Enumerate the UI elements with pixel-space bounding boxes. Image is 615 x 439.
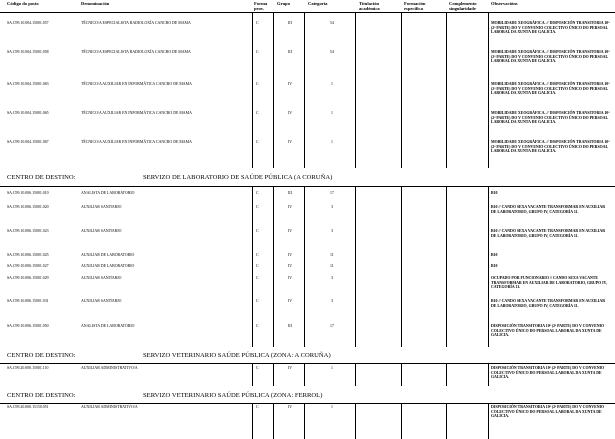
row-observacions: MOBILIDADE XEOGRÁFICA. // DISPOSICIÓN TRANSITORIA 10ª (2ª PARTE) DO V CONVENIO COLECTIVO ÚNICO DO PERSOAL LABORAL DA XUNTA DE GALICIA. bbox=[491, 50, 610, 64]
col-line bbox=[446, 13, 447, 168]
col-line bbox=[488, 364, 489, 386]
row-denominacion: TÉCNICO/A AUXILIAR EN INFORMÁTICA CANCRO DE MAMA bbox=[81, 82, 192, 86]
section-value: SERVIZO DE LABORATORIO DE SAÚDE PÚBLICA (A CORUÑA) bbox=[143, 174, 333, 181]
row-forma: C bbox=[256, 191, 259, 195]
row-categoria: 1 bbox=[331, 82, 333, 86]
col-line bbox=[252, 187, 253, 347]
row-codigo: SA.C99.10.006.15001.029 bbox=[7, 276, 49, 280]
header-denominacion: Denominación bbox=[81, 1, 110, 6]
col-line bbox=[401, 187, 402, 347]
header-grupo: Grupo bbox=[277, 1, 291, 6]
row-denominacion: TÉCNICO/A ESPECIALISTA RADIOLOXÍA CANCRO DE MAMA bbox=[81, 21, 191, 25]
col-line bbox=[252, 404, 253, 439]
row-categoria: 1 bbox=[331, 140, 333, 144]
row-denominacion: AUXILIAR DE LABORATORIO bbox=[81, 253, 135, 257]
section-rule bbox=[0, 403, 615, 404]
section-label: CENTRO DE DESTINO: bbox=[7, 352, 76, 359]
row-grupo: IV bbox=[288, 205, 293, 209]
col-line bbox=[488, 404, 489, 439]
col-line bbox=[355, 187, 356, 347]
row-codigo: SA.C99.10.004.15001.057 bbox=[7, 21, 49, 25]
row-categoria: 1 bbox=[331, 111, 333, 115]
row-categoria: 3 bbox=[331, 205, 333, 209]
row-grupo: IV bbox=[288, 253, 293, 257]
section-value: SERVIZO VETERINARIO SAÚDE PÚBLICA (ZONA: FERROL) bbox=[143, 392, 323, 399]
row-grupo: IV bbox=[288, 366, 293, 370]
header-complemento: Complemento singularidade bbox=[449, 1, 477, 12]
row-codigo: SA.C99.10.006.15001.031 bbox=[7, 299, 49, 303]
row-observacions: B10 bbox=[491, 191, 498, 195]
row-categoria: 54 bbox=[330, 50, 334, 54]
header-forma-prov: Forma prov. bbox=[254, 1, 268, 12]
row-denominacion: ANALISTA DE LABORATORIO bbox=[81, 324, 135, 328]
row-codigo: SA.C99.10.006.15001.010 bbox=[7, 191, 49, 195]
header-titulacion: Titulación académica bbox=[359, 1, 380, 12]
row-forma: C bbox=[256, 21, 259, 25]
row-grupo: III bbox=[288, 21, 292, 25]
row-observacions: DISPOSICIÓN TRANSITORIA 10ª (2ª PARTE) DO V CONVENIO COLECTIVO ÚNICO DO PERSOAL LABORAL DA XUNTA DE GALICIA. bbox=[491, 366, 605, 380]
row-grupo: IV bbox=[288, 82, 293, 86]
col-line bbox=[401, 13, 402, 168]
row-forma: C bbox=[256, 50, 259, 54]
row-forma: C bbox=[256, 405, 259, 409]
row-categoria: 3 bbox=[331, 299, 333, 303]
header-categoria: Categoría bbox=[308, 1, 328, 6]
row-categoria: 17 bbox=[330, 191, 334, 195]
col-line bbox=[401, 364, 402, 386]
row-grupo: III bbox=[288, 50, 292, 54]
row-codigo: SA.C99.10.006.15001.027 bbox=[7, 264, 49, 268]
col-line bbox=[446, 187, 447, 347]
row-categoria: 11 bbox=[330, 253, 334, 257]
row-codigo: SA.C99.10.004.15001.065 bbox=[7, 111, 49, 115]
row-grupo: III bbox=[288, 191, 292, 195]
row-codigo: SA.C99.10.006.15001.020 bbox=[7, 205, 49, 209]
col-line bbox=[446, 404, 447, 439]
row-observacions: MOBILIDADE XEOGRÁFICA. // DISPOSICIÓN TRANSITORIA 10ª (2ª PARTE) DO V CONVENIO COLECTIVO ÚNICO DO PERSOAL LABORAL DA XUNTA DE GALICIA. bbox=[491, 82, 610, 96]
row-codigo: SA.C99.20.000.15150.051 bbox=[7, 405, 49, 409]
col-line bbox=[446, 364, 447, 386]
row-denominacion: AUXILIAR ADMINISTRATIVO/A bbox=[81, 366, 138, 370]
row-forma: C bbox=[256, 140, 259, 144]
row-observacions: DISPOSICIÓN TRANSITORIA 10ª (2ª PARTE) DO V CONVENIO COLECTIVO ÚNICO DO PERSOAL LABORAL DA XUNTA DE GALICIA. bbox=[491, 405, 605, 419]
row-codigo: SA.C99.10.004.15001.063 bbox=[7, 82, 49, 86]
col-line bbox=[304, 364, 305, 386]
header-formacion: Formación específica bbox=[404, 1, 426, 12]
row-forma: C bbox=[256, 276, 259, 280]
row-grupo: IV bbox=[288, 140, 293, 144]
row-forma: C bbox=[256, 229, 259, 233]
row-observacions: B10 // CANDO SEXA VACANTE TRANSFORMAR EN AUXILIAR DE LABORATORIO, GRUPO IV, CATEGORÍA 11. bbox=[491, 299, 606, 308]
row-grupo: IV bbox=[288, 111, 293, 115]
col-line bbox=[273, 364, 274, 386]
row-denominacion: ANALISTA DE LABORATORIO bbox=[81, 191, 135, 195]
row-categoria: 1 bbox=[331, 366, 333, 370]
row-grupo: IV bbox=[288, 229, 293, 233]
row-codigo: SA.C99.10.006.15001.023 bbox=[7, 229, 49, 233]
row-denominacion: TÉCNICO/A ESPECIALISTA RADIOLOXÍA CANCRO DE MAMA bbox=[81, 50, 191, 54]
col-line bbox=[488, 13, 489, 168]
row-observacions: MOBILIDADE XEOGRÁFICA. // DISPOSICIÓN TRANSITORIA 10ª (2ª PARTE) DO V CONVENIO COLECTIVO ÚNICO DO PERSOAL LABORAL DA XUNTA DE GALICIA. bbox=[491, 111, 610, 125]
row-forma: C bbox=[256, 324, 259, 328]
row-observacions: B10 // CANDO SEXA VACANTE TRANSFORMAR EN AUXILIAR DE LABORATORIO, GRUPO IV, CATEGORÍA 11. bbox=[491, 205, 606, 214]
section-label: CENTRO DE DESTINO: bbox=[7, 174, 76, 181]
section-rule bbox=[0, 363, 615, 364]
row-observacions: B10 bbox=[491, 253, 498, 257]
row-observacions: DISPOSICIÓN TRANSITORIA 10ª (2ª PARTE) DO V CONVENIO COLECTIVO ÚNICO DO PERSOAL LABORAL DA XUNTA DE GALICIA. bbox=[491, 324, 605, 338]
row-observacions: B10 // CANDO SEXA VACANTE TRANSFORMAR EN AUXILIAR DE LABORATORIO, GRUPO IV, CATEGORÍA 11. bbox=[491, 229, 606, 238]
row-denominacion: AUXILIAR SANITARIO bbox=[81, 229, 122, 233]
col-line bbox=[252, 13, 253, 168]
section-value: SERVIZO VETERINARIO SAÚDE PÚBLICA (ZONA: A CORUÑA) bbox=[143, 352, 331, 359]
row-grupo: IV bbox=[288, 299, 293, 303]
header-observacions: Observacións bbox=[491, 1, 518, 6]
row-categoria: 3 bbox=[331, 229, 333, 233]
row-forma: C bbox=[256, 299, 259, 303]
row-denominacion: TÉCNICO/A AUXILIAR EN INFORMÁTICA CANCRO DE MAMA bbox=[81, 140, 192, 144]
section-heading-veterinario-coruna bbox=[7, 352, 331, 360]
row-categoria: 3 bbox=[331, 276, 333, 280]
col-line bbox=[488, 187, 489, 347]
row-grupo: IV bbox=[288, 405, 293, 409]
row-grupo: IV bbox=[288, 264, 293, 268]
row-denominacion: AUXILIAR DE LABORATORIO bbox=[81, 264, 135, 268]
row-denominacion: AUXILIAR SANITARIO bbox=[81, 276, 122, 280]
header-codigo: Código do posto bbox=[7, 1, 39, 6]
col-line bbox=[304, 13, 305, 168]
col-line bbox=[355, 364, 356, 386]
row-denominacion: AUXILIAR SANITARIO bbox=[81, 205, 122, 209]
row-grupo: III bbox=[288, 324, 292, 328]
col-line bbox=[304, 404, 305, 439]
section-rule bbox=[0, 186, 615, 187]
row-forma: C bbox=[256, 253, 259, 257]
row-forma: C bbox=[256, 205, 259, 209]
row-grupo: IV bbox=[288, 276, 293, 280]
row-forma: C bbox=[256, 366, 259, 370]
row-forma: C bbox=[256, 264, 259, 268]
col-line bbox=[273, 404, 274, 439]
col-line bbox=[273, 13, 274, 168]
row-denominacion: TÉCNICO/A AUXILIAR EN INFORMÁTICA CANCRO DE MAMA bbox=[81, 111, 192, 115]
col-line bbox=[304, 187, 305, 347]
col-line bbox=[355, 13, 356, 168]
row-observacions: MOBILIDADE XEOGRÁFICA. // DISPOSICIÓN TRANSITORIA 10ª (2ª PARTE) DO V CONVENIO COLECTIVO ÚNICO DO PERSOAL LABORAL DA XUNTA DE GALICIA. bbox=[491, 21, 610, 35]
row-codigo: SA.C99.10.006.15001.025 bbox=[7, 253, 49, 257]
row-categoria: 1 bbox=[331, 405, 333, 409]
row-codigo: SA.C99.10.004.15001.058 bbox=[7, 50, 49, 54]
row-codigo: SA.C99.10.004.15001.067 bbox=[7, 140, 49, 144]
row-denominacion: AUXILIAR ADMINISTRATIVO/A bbox=[81, 405, 138, 409]
col-line bbox=[355, 404, 356, 439]
row-observacions: B10 bbox=[491, 264, 498, 268]
row-forma: C bbox=[256, 82, 259, 86]
row-codigo: SA.C99.10.006.15001.050 bbox=[7, 324, 49, 328]
section-label: CENTRO DE DESTINO: bbox=[7, 392, 76, 399]
row-observacions: OCUPADO POR FUNCIONARIO // CANDO SEXA VACANTE TRANSFORMAR EN AUXILIAR DE LABORATORIO, GRUPO IV, CATEGORÍA 11. bbox=[491, 276, 607, 290]
section-heading-veterinario-ferrol bbox=[7, 392, 323, 400]
row-codigo: SA.C99.20.000.15001.110 bbox=[7, 366, 49, 370]
col-line bbox=[401, 404, 402, 439]
row-categoria: 11 bbox=[330, 264, 334, 268]
row-observacions: MOBILIDADE XEOGRÁFICA. // DISPOSICIÓN TRANSITORIA 10ª (2ª PARTE) DO V CONVENIO COLECTIVO ÚNICO DO PERSOAL LABORAL DA XUNTA DE GALICIA. bbox=[491, 140, 610, 154]
col-line bbox=[252, 364, 253, 386]
row-denominacion: AUXILIAR SANITARIO bbox=[81, 299, 122, 303]
header-rule bbox=[0, 12, 615, 13]
col-line bbox=[273, 187, 274, 347]
row-categoria: 17 bbox=[330, 324, 334, 328]
row-forma: C bbox=[256, 111, 259, 115]
row-categoria: 54 bbox=[330, 21, 334, 25]
section-heading-laboratorio bbox=[7, 174, 333, 182]
